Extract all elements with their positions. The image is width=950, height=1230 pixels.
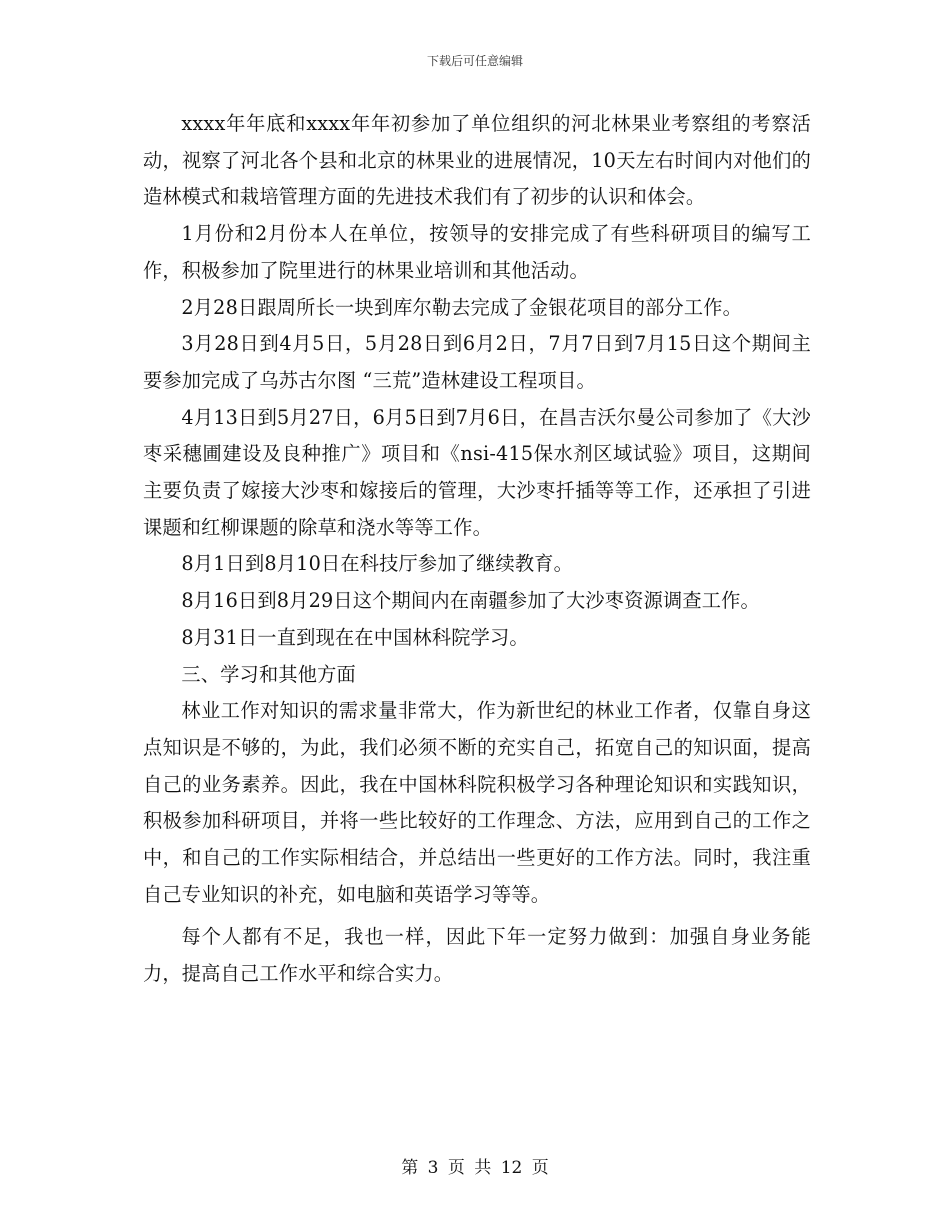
paragraph-march-july: 3月28日到4月5日，5月28日到6月2日，7月7日到7月15日这个期间主要参加完成了乌苏古尔图 “三荒”造林建设工程项目。	[143, 332, 811, 392]
page-number-footer: 第 3 页 共 12 页	[401, 1158, 549, 1178]
paragraph-inspection-trip: xxxx年年底和xxxx年年初参加了单位组织的河北林果业考察组的考察活动，视察了河北各个县和北京的林果业的进展情况，10天左右时间内对他们的造林模式和栽培管理方面的先进技术我们有了初步的认识和体会。	[143, 112, 811, 209]
paragraph-jan-feb: 1月份和2月份本人在单位，按领导的安排完成了有些科研项目的编写工作，积极参加了院里进行的林果业培训和其他活动。	[143, 222, 811, 282]
paragraph-april-july: 4月13日到5月27日，6月5日到7月6日，在昌吉沃尔曼公司参加了《大沙枣采穗圃建设及良种推广》项目和《nsi-415保水剂区域试验》项目，这期间主要负责了嫁接大沙枣和嫁接后的管理，大沙枣扦插等等工作，还承担了引进课题和红柳课题的除草和浇水等等工作。	[143, 405, 811, 539]
section-heading-study: 三、学习和其他方面	[181, 662, 356, 686]
paragraph-feb-28: 2月28日跟周所长一块到库尔勒去完成了金银花项目的部分工作。	[181, 295, 743, 319]
page-header: 下载后可任意编辑	[426, 54, 523, 68]
paragraph-conclusion: 每个人都有不足，我也一样，因此下年一定努力做到：加强自身业务能力，提高自己工作水平和综合实力。	[143, 925, 811, 986]
paragraph-august-education: 8月1日到8月10日在科技厅参加了继续教育。	[181, 552, 574, 576]
paragraph-august-survey: 8月16日到8月29日这个期间内在南疆参加了大沙枣资源调查工作。	[181, 589, 760, 613]
document-body	[143, 106, 811, 993]
paragraph-august-study: 8月31日一直到现在在中国林科院学习。	[181, 625, 529, 649]
paragraph-learning: 林业工作对知识的需求量非常大，作为新世纪的林业工作者，仅靠自身这点知识是不够的，为此，我们必须不断的充实自己，拓宽自己的知识面，提高自己的业务素养。因此，我在中国林科院积极学习各种理论知识和实践知识，积极参加科研项目，并将一些比较好的工作理念、方法，应用到自己的工作之中，和自己的工作实际相结合，并总结出一些更好的工作方法。同时，我注重自己专业知识的补充，如电脑和英语学习等等。	[143, 699, 811, 906]
